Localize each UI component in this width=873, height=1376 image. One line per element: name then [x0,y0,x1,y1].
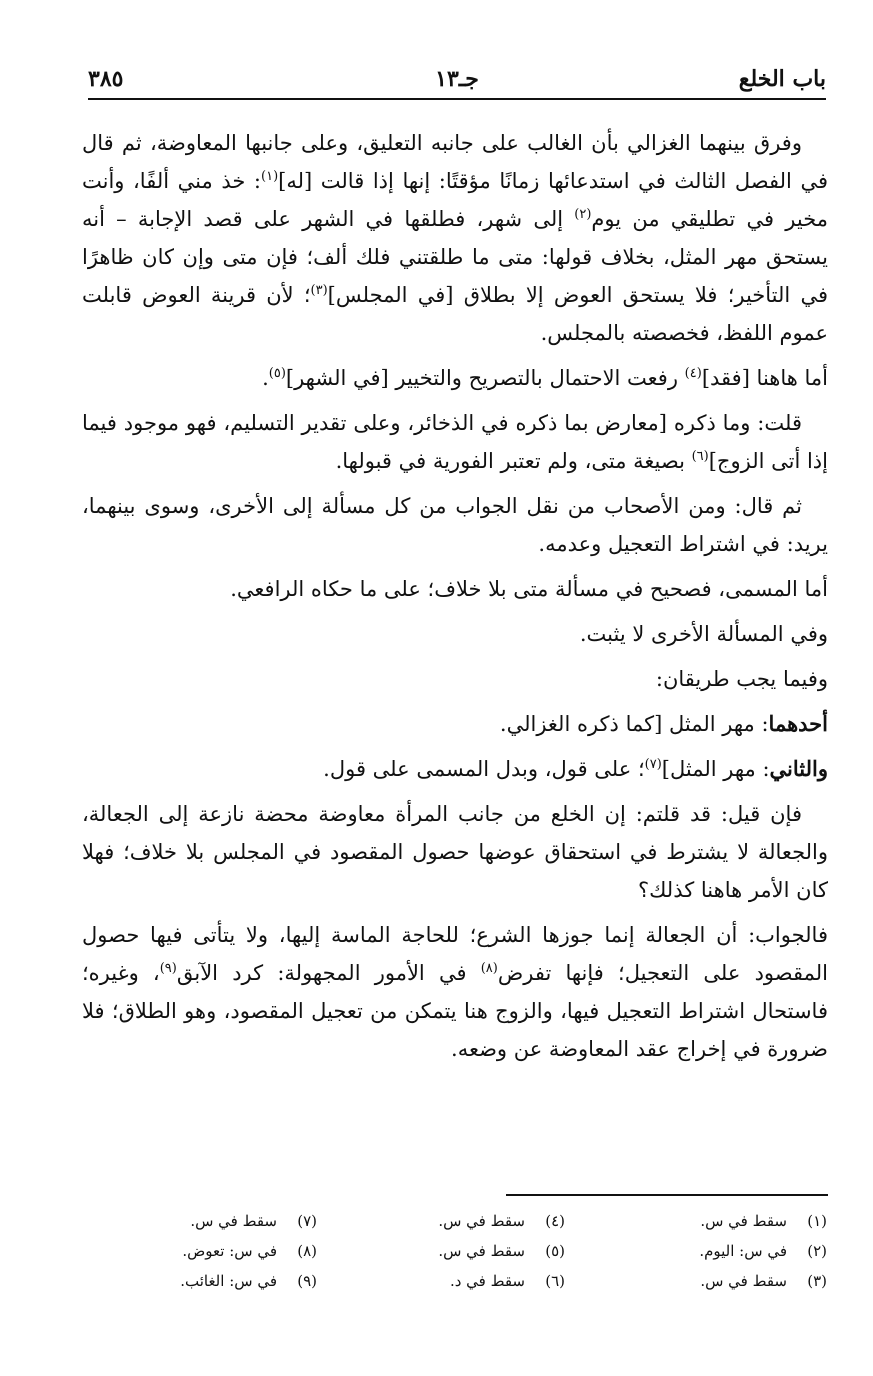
text-run: فالجواب: أن الجعالة إنما جوزها الشرع؛ للحاجة الماسة إليها، ولا يتأتى فيها حصول المقصود على التعجيل؛ فإنها تفرض [82,923,828,985]
footnote-text: في س: الغائب. [180,1272,277,1290]
footnote [335,1206,565,1236]
footnote-ref: (٩) [159,961,177,976]
footnote [87,1266,317,1296]
text-run: : مهر المثل] [661,757,770,781]
footnote-ref: (٨) [480,961,498,976]
footnote [335,1236,565,1266]
text-run: . [262,366,269,390]
footnote-ref: (٣) [310,283,328,298]
footnote-column [87,1206,317,1296]
paragraph: فإن قيل: قد قلتم: إن الخلع من جانب المرأة معاوضة محضة نازعة إلى الجعالة، والجعالة لا يشترط في استحقاق عوضها حصول المقصود في المجلس بلا خلاف؛ فهلا كان الأمر هاهنا كذلك؟ [82,802,828,902]
footnote [335,1266,565,1296]
footnote-text: سقط في س. [438,1212,525,1230]
footnote-ref: (٤) [684,366,702,381]
main-text [82,124,828,1075]
text-run: ؛ على قول، وبدل المسمى على قول. [323,757,645,781]
footnote-text: في س: اليوم. [699,1242,787,1260]
footnote-number: (٣) [807,1272,827,1290]
footnote-number: (١) [807,1212,827,1230]
footnote-number: (٦) [545,1272,565,1290]
footnote-ref: (٢) [574,207,592,222]
lead-term: والثاني [769,756,828,781]
footnote-text: سقط في س. [700,1212,787,1230]
text-run: إلى شهر، فطلقها في الشهر على قصد الإجابة – أنه يستحق مهر المثل، بخلاف قولها: متى ما طلقتني فلك ألف؛ فإن متى وإن كان ظاهرًا في التأخير؛ فلا يستحق العوض إلا بطلاق [في المجلس] [82,207,829,307]
lead-term: أحدهما [768,711,828,736]
text-run: : خذ مني ألفًا، وأنت مخير في تطليقي من يوم [82,169,828,231]
section-title: باب الخلع [738,66,826,92]
footnote-column [597,1206,827,1296]
paragraph [82,916,828,1068]
footnotes [95,1206,827,1302]
text-run: أما هاهنا [فقد] [701,366,828,390]
running-header [88,58,826,100]
footnote [597,1206,827,1236]
paragraph [82,359,828,397]
footnote-separator [506,1194,828,1196]
text-run: ، وغيره؛ فاستحال اشتراط التعجيل فيها، والزوج هنا يتمكن من تعجيل المقصود، وهو الطلاق؛ فلا ضرورة في إخراج عقد المعاوضة عن وضعه. [82,961,828,1061]
text-run: ؛ لأن قرينة العوض قابلت عموم اللفظ، فخصصته بالمجلس. [82,283,828,345]
volume-label: جـ١٣ [435,66,479,92]
footnote-number: (٩) [297,1272,317,1290]
paragraph [82,124,828,352]
text-run: رفعت الاحتمال بالتصريح والتخيير [في الشهر] [285,366,685,390]
footnote-number: (٢) [807,1242,827,1260]
footnote-ref: (٧) [644,757,662,772]
footnote-text: سقط في س. [438,1242,525,1260]
text-run: قلت: وما ذكره [معارض بما ذكره في الذخائر، وعلى تقدير التسليم، فهو موجود فيما إذا أتى الزوج] [82,411,828,473]
paragraph: وفيما يجب طريقان: [655,667,828,691]
footnote-text: سقط في س. [700,1272,787,1290]
paragraph: وفي المسألة الأخرى لا يثبت. [579,622,828,646]
footnote-number: (٧) [297,1212,317,1230]
footnote-number: (٥) [545,1242,565,1260]
paragraph [82,750,828,788]
paragraph [82,705,828,743]
text-run: بصيغة متى، ولم تعتبر الفورية في قبولها. [335,449,692,473]
text-run: : مهر المثل [كما ذكره الغزالي. [499,712,769,736]
page-number: ٣٨٥ [88,66,124,92]
footnote [597,1266,827,1296]
footnote-ref: (١) [261,169,279,184]
footnote [87,1236,317,1266]
footnote-text: في س: تعوض. [182,1242,277,1260]
footnote-ref: (٦) [691,449,709,464]
footnote-text: سقط في س. [190,1212,277,1230]
paragraph [82,404,828,480]
footnote-text: سقط في د. [449,1272,525,1290]
paragraph: أما المسمى، فصحيح في مسألة متى بلا خلاف؛ على ما حكاه الرافعي. [230,577,828,601]
footnote-ref: (٥) [268,366,286,381]
paragraph: ثم قال: ومن الأصحاب من نقل الجواب من كل مسألة إلى الأخرى، وسوى بينهما، يريد: في اشتراط التعجيل وعدمه. [82,494,828,556]
footnote-number: (٤) [545,1212,565,1230]
footnote-column [335,1206,565,1296]
text-run: في الأمور المجهولة: كرد الآبق [176,961,481,985]
text-run: وفرق بينهما الغزالي بأن الغالب على جانبه التعليق، وعلى جانبها المعاوضة، ثم قال في الفصل الثالث في استدعائها زمانًا مؤقتًا: إنها إذا قالت [له] [82,131,828,193]
footnote [87,1206,317,1236]
footnote [597,1236,827,1266]
footnote-number: (٨) [297,1242,317,1260]
